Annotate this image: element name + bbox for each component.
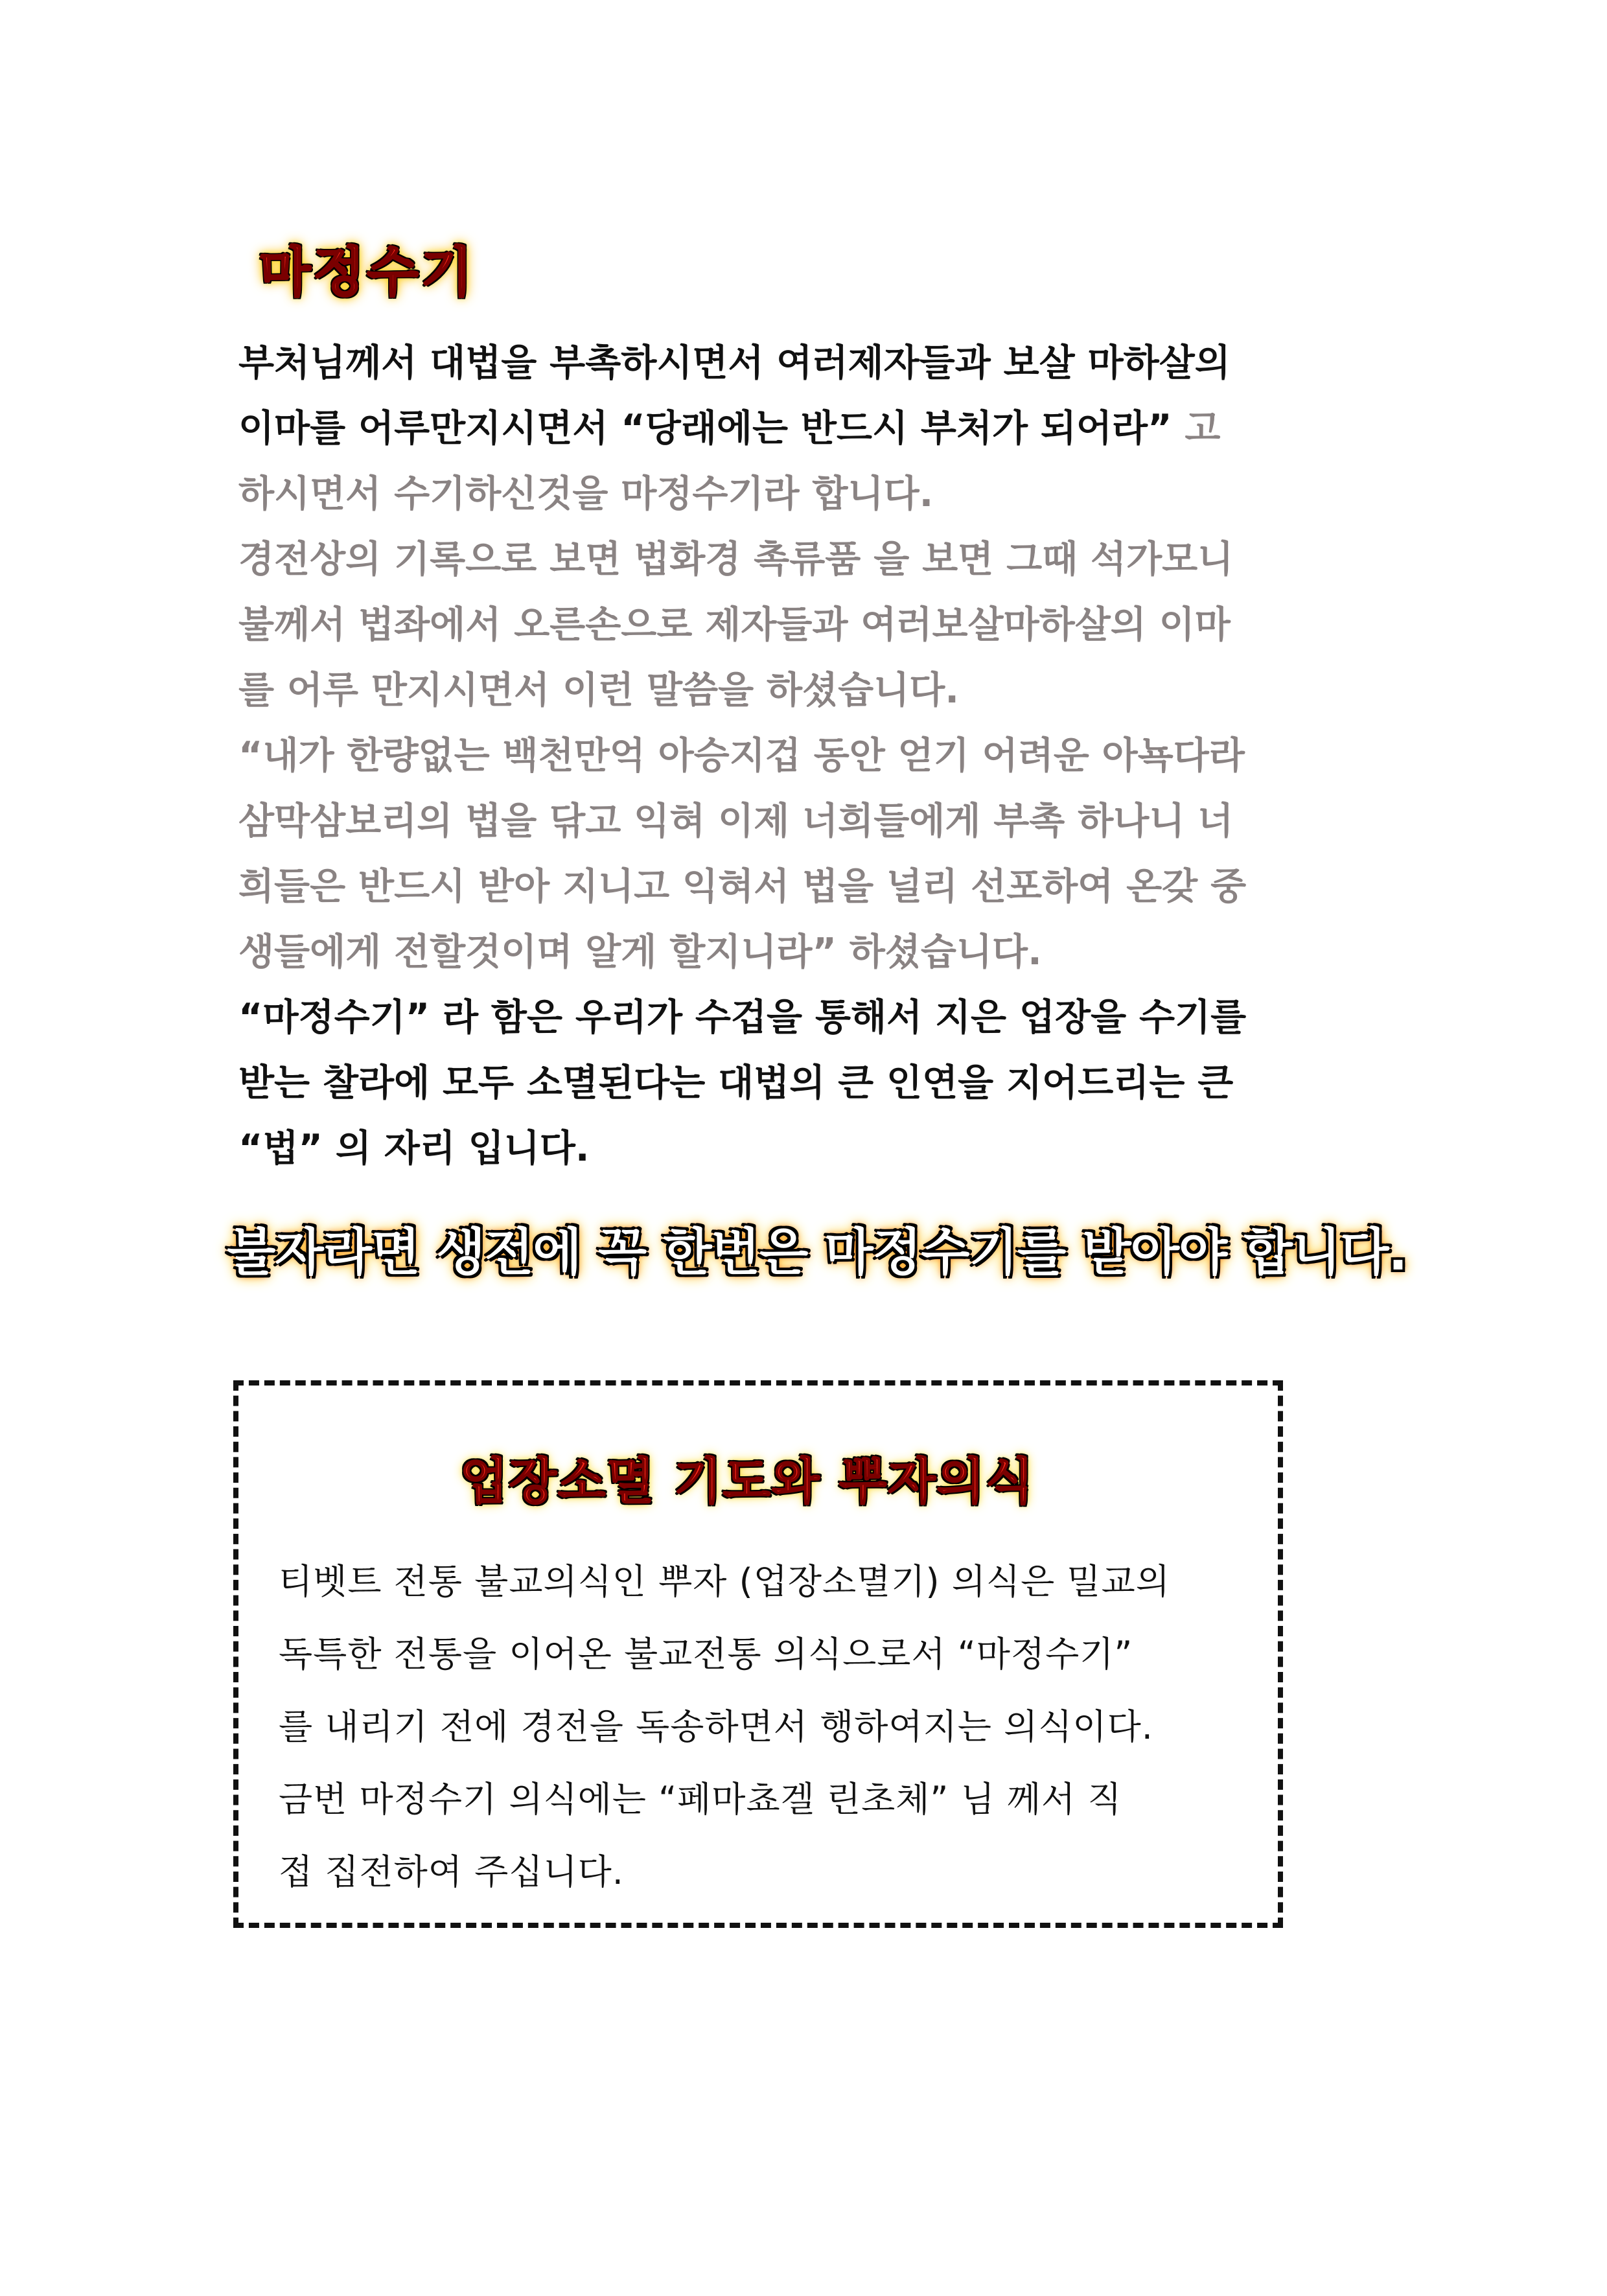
paragraph-line [238, 330, 1288, 396]
paragraph-line [238, 527, 1288, 592]
highlight-banner: 불자라면 생전에 꼭 한번은 마정수기를 받아야 합니다. [227, 1223, 1407, 1282]
paragraph-line [238, 723, 1288, 789]
line-text: 하시면서 수기하신것을 마정수기라 합니다. [238, 472, 934, 515]
line-text: 를 어루 만지시면서 이런 말씀을 하셨습니다. [238, 669, 959, 712]
line-text: “내가 한량없는 백천만억 아승지겁 동안 얻기 어려운 아뇩다라 [238, 734, 1245, 777]
line-text: 부처님께서 대법을 부촉하시면서 여러제자들과 보살 마하살의 [238, 342, 1231, 384]
paragraph-line [238, 1050, 1288, 1116]
box-body [279, 1546, 1251, 1908]
line-text: “법” 의 자리 입니다. [238, 1127, 590, 1170]
paragraph-line [238, 854, 1288, 920]
line-text: “마정수기” 라 함은 우리가 수겁을 통해서 지은 업장을 수기를 [238, 996, 1247, 1039]
line-text: 불께서 법좌에서 오른손으로 제자들과 여러보살마하살의 이마 [238, 603, 1231, 646]
paragraph-line [238, 461, 1288, 527]
paragraph-line [238, 658, 1288, 723]
box-line: 독특한 전통을 이어온 불교전통 의식으로서 “마정수기” [279, 1634, 1133, 1675]
line-text: 경전상의 기록으로 보면 법화경 촉류품 을 보면 그때 석가모니 [238, 538, 1234, 581]
paragraph-line [238, 592, 1288, 658]
intro-paragraph [238, 330, 1288, 1181]
box-line: 접 집전하여 주십니다. [279, 1851, 624, 1892]
line-text: 생들에게 전할것이며 알게 할지니라” 하셨습니다. [238, 931, 1042, 973]
page-title: 마정수기 [259, 242, 475, 303]
line-text: 삼막삼보리의 법을 닦고 익혀 이제 너희들에게 부촉 하나니 너 [238, 800, 1234, 842]
line-text: 이마를 어루만지시면서 “당래에는 반드시 부처가 되어라” [238, 407, 1172, 450]
box-line: 를 내리기 전에 경전을 독송하면서 행하여지는 의식이다. [279, 1706, 1153, 1747]
paragraph-line [238, 920, 1288, 985]
box-title: 업장소멸 기도와 뿌자의식 [460, 1452, 1035, 1510]
box-line: 티벳트 전통 불교의식인 뿌자 (업장소멸기) 의식은 밀교의 [279, 1561, 1170, 1602]
line-text: 받는 찰라에 모두 소멸된다는 대법의 큰 인연을 지어드리는 큰 [238, 1061, 1234, 1104]
line-suffix: 고 [1172, 407, 1221, 450]
paragraph-line [238, 789, 1288, 854]
line-text: 희들은 반드시 받아 지니고 익혀서 법을 널리 선포하여 온갖 중 [238, 865, 1247, 908]
paragraph-line [238, 396, 1288, 461]
box-line: 금번 마정수기 의식에는 “페마쵸겔 린초체” 님 께서 직 [279, 1779, 1122, 1820]
paragraph-line [238, 985, 1288, 1050]
paragraph-line [238, 1116, 1288, 1181]
